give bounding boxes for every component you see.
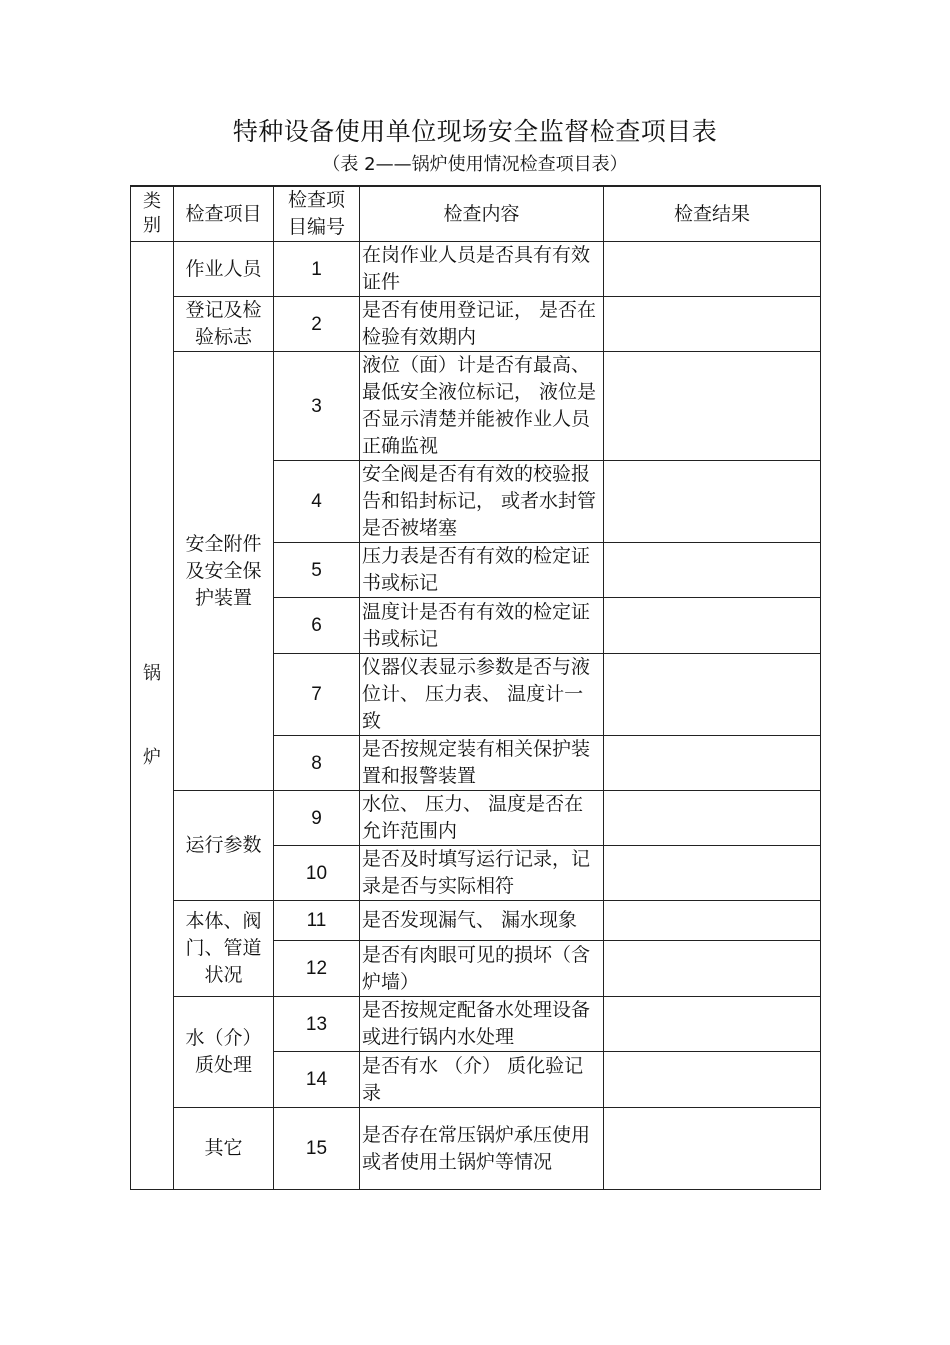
row-content: 水位、 压力、 温度是否在允许范围内 [360,791,604,846]
row-no: 9 [274,791,360,846]
row-result[interactable] [604,846,821,901]
group-operators: 作业人员 [174,242,274,297]
row-content: 是否有使用登记证， 是否在检验有效期内 [360,297,604,352]
row-content: 是否按规定配备水处理设备或进行锅内水处理 [360,997,604,1052]
row-no: 7 [274,654,360,736]
table-row [131,352,821,461]
row-no: 15 [274,1108,360,1190]
table-row [131,242,821,297]
row-content: 是否有肉眼可见的损坏（含炉墙） [360,941,604,997]
row-no: 3 [274,352,360,461]
table-row [131,1108,821,1190]
row-content: 是否按规定装有相关保护装置和报警装置 [360,736,604,791]
header-result: 检查结果 [604,186,821,242]
row-no: 4 [274,461,360,543]
group-water-treatment: 水（介）质处理 [174,997,274,1108]
group-operating-params: 运行参数 [174,791,274,901]
row-no: 12 [274,941,360,997]
group-registration: 登记及检验标志 [174,297,274,352]
row-result[interactable] [604,598,821,654]
header-content: 检查内容 [360,186,604,242]
row-result[interactable] [604,297,821,352]
row-content: 安全阀是否有有效的校验报告和铅封标记， 或者水封管是否被堵塞 [360,461,604,543]
row-no: 10 [274,846,360,901]
table-row [131,901,821,941]
category-label: 锅炉 [143,662,161,768]
row-content: 是否发现漏气、 漏水现象 [360,901,604,941]
row-result[interactable] [604,997,821,1052]
row-no: 14 [274,1052,360,1108]
header-item-no: 检查项目编号 [274,186,360,242]
row-result[interactable] [604,1108,821,1190]
row-no: 13 [274,997,360,1052]
row-content: 温度计是否有有效的检定证书或标记 [360,598,604,654]
row-no: 8 [274,736,360,791]
row-result[interactable] [604,352,821,461]
row-no: 6 [274,598,360,654]
row-result[interactable] [604,736,821,791]
row-result[interactable] [604,461,821,543]
header-item: 检查项目 [174,186,274,242]
row-content: 是否存在常压锅炉承压使用或者使用土锅炉等情况 [360,1108,604,1190]
row-no: 11 [274,901,360,941]
group-other: 其它 [174,1108,274,1190]
inspection-table [130,185,821,1190]
group-body-valves-pipes: 本体、阀门、管道状况 [174,901,274,997]
row-no: 5 [274,543,360,598]
row-content: 压力表是否有有效的检定证书或标记 [360,543,604,598]
row-result[interactable] [604,941,821,997]
row-result[interactable] [604,654,821,736]
row-result[interactable] [604,242,821,297]
category-cell [131,242,174,1190]
row-content: 液位（面）计是否有最高、最低安全液位标记， 液位是否显示清楚并能被作业人员正确监视 [360,352,604,461]
table-row [131,297,821,352]
row-result[interactable] [604,1052,821,1108]
row-content: 在岗作业人员是否具有有效证件 [360,242,604,297]
header-category: 类别 [131,186,174,242]
row-result[interactable] [604,543,821,598]
page-subtitle: （表 2——锅炉使用情况检查项目表） [322,154,628,175]
page-title: 特种设备使用单位现场安全监督检查项目表 [232,117,718,146]
row-content: 仪器仪表显示参数是否与液位计、 压力表、 温度计一致 [360,654,604,736]
row-no: 2 [274,297,360,352]
group-safety-devices: 安全附件及安全保护装置 [174,352,274,791]
row-content: 是否及时填写运行记录，记录是否与实际相符 [360,846,604,901]
row-result[interactable] [604,901,821,941]
row-no: 1 [274,242,360,297]
table-header-row [131,186,821,242]
row-result[interactable] [604,791,821,846]
table-row [131,997,821,1052]
table-row [131,791,821,846]
row-content: 是否有水 （介） 质化验记录 [360,1052,604,1108]
